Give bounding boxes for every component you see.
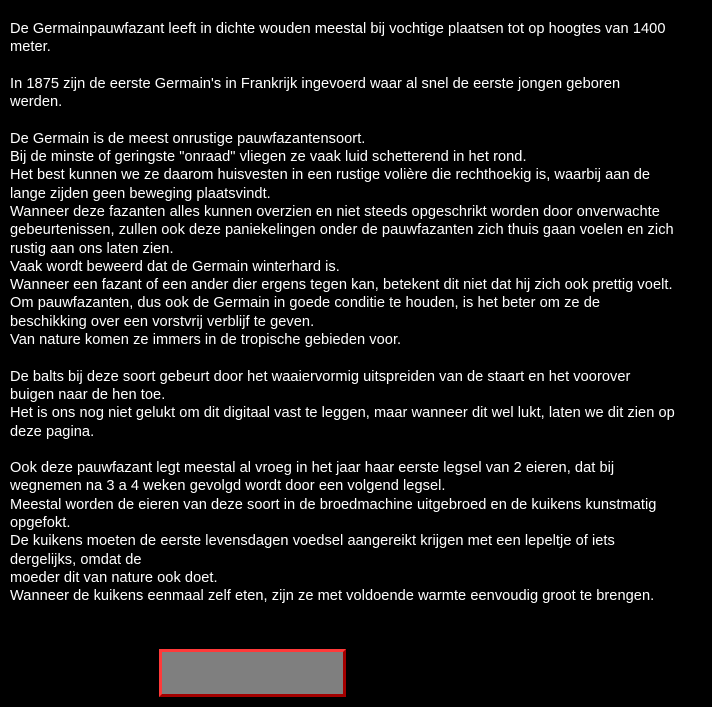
text-line: Meestal worden de eieren van deze soort in de broedmachine uitgebroed en de kuikens kunstmatig opgefokt. — [10, 496, 657, 532]
text-line: Het best kunnen we ze daarom huisvesten in een rustige volière die rechthoekig is, waarbij aan de lange zijden geen beweging plaatsvindt. — [10, 167, 651, 202]
text-line: Wanneer deze fazanten alles kunnen overzien en niet steeds opgeschrikt worden door onverwachte gebeurtenissen, zullen ook deze paniekelingen onder de pauwfazanten zich thuis gaan voelen en zich rustig aan ons laten zien. — [10, 203, 674, 257]
paragraph-habitat — [10, 20, 675, 57]
text-line: moeder dit van nature ook doet. — [10, 569, 218, 586]
paragraph-history — [10, 75, 675, 112]
article-text — [10, 20, 675, 624]
text-line: Om pauwfazanten, dus ook de Germain in goede conditie te houden, is het beter om ze de beschikking over een vorstvrij verblijf te geven. — [10, 295, 601, 330]
text-line: De Germainpauwfazant leeft in dichte wouden meestal bij vochtige plaatsen tot op hoogtes van 1400 meter. — [10, 21, 666, 56]
text-line: Wanneer de kuikens eenmaal zelf eten, zijn ze met voldoende warmte eenvoudig groot te brengen. — [10, 588, 655, 605]
text-line: Bij de minste of geringste "onraad" vliegen ze vaak luid schetterend in het rond. — [10, 149, 527, 166]
back-button[interactable] — [159, 649, 346, 697]
paragraph-breeding — [10, 459, 675, 605]
text-line: Ook deze pauwfazant legt meestal al vroeg in het jaar haar eerste legsel van 2 eieren, dat bij wegnemen na 3 a 4 weken gevolgd wordt door een volgend legsel. — [10, 460, 615, 495]
paragraph-courtship — [10, 368, 675, 441]
text-line: De balts bij deze soort gebeurt door het waaiervormig uitspreiden van de staart en het voorover buigen naar de hen toe. — [10, 368, 631, 403]
text-line: Vaak wordt beweerd dat de Germain winterhard is. — [10, 258, 340, 275]
text-line: Het is ons nog niet gelukt om dit digitaal vast te leggen, maar wanneer dit wel lukt, laten we dit zien op deze pagina. — [10, 405, 675, 440]
text-line: Van nature komen ze immers in de tropische gebieden voor. — [10, 332, 402, 349]
text-line: Wanneer een fazant of een ander dier ergens tegen kan, betekent dit niet dat hij zich ook prettig voelt. — [10, 277, 673, 294]
paragraph-behaviour — [10, 130, 675, 350]
text-line: De Germain is de meest onrustige pauwfazantensoort. — [10, 130, 366, 147]
text-line: In 1875 zijn de eerste Germain's in Frankrijk ingevoerd waar al snel de eerste jongen geboren werden. — [10, 75, 621, 111]
text-line: De kuikens moeten de eerste levensdagen voedsel aangereikt krijgen met een lepeltje of iets dergelijks, omdat de — [10, 533, 615, 568]
